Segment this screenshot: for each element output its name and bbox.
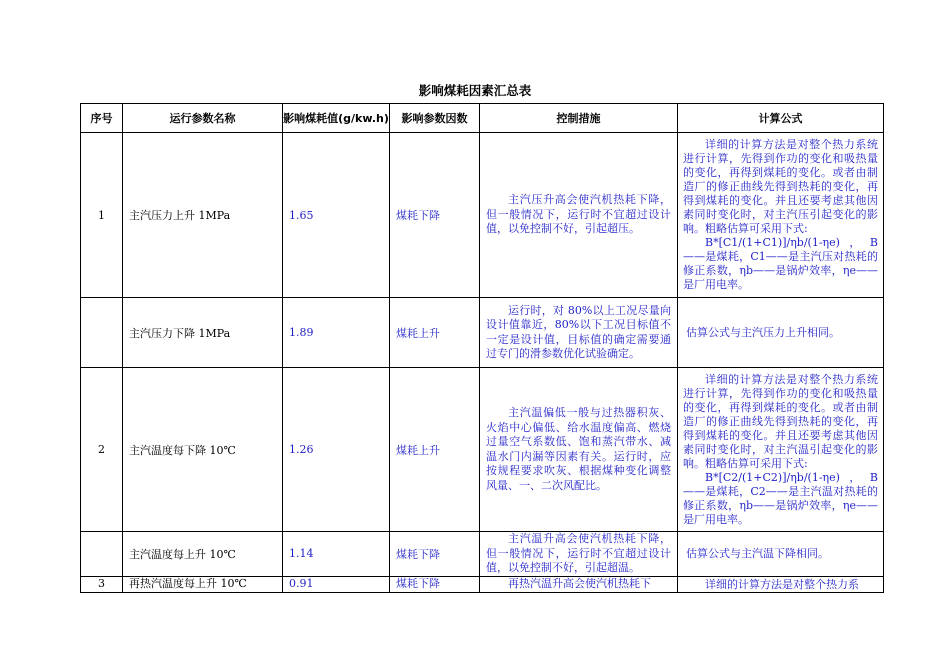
control-measures: 运行时，对 80%以上工况尽量向设计值靠近，80%以下工况目标值不一定是设计值，目标值的确定需要通过专门的滑参数优化试验确定。 xyxy=(480,298,678,368)
control-measures: 主汽温偏低一般与过热器积灰、火焰中心偏低、给水温度偏高、燃烧过量空气系数低、饱和蒸汽带水、减温水门内漏等因素有关。运行时，应按规程要求吹灰、根据煤种变化调整风量、一、二次风配比。 xyxy=(480,368,678,532)
impact-value: 1.14 xyxy=(283,532,390,577)
param-name: 主汽温度每下降 10℃ xyxy=(123,368,283,532)
row-number xyxy=(81,532,123,577)
impact-factor: 煤耗下降 xyxy=(390,133,480,298)
impact-value: 1.65 xyxy=(283,133,390,298)
table-row xyxy=(81,368,884,532)
param-name: 再热汽温度每上升 10℃ xyxy=(123,576,283,592)
impact-factor: 煤耗上升 xyxy=(390,298,480,368)
param-name: 主汽压力上升 1MPa xyxy=(123,133,283,298)
table-row xyxy=(81,576,884,592)
header-impact-factor: 影响参数因数 xyxy=(390,104,480,133)
table-row xyxy=(81,298,884,368)
formula-cell: 详细的计算方法是对整个热力系 xyxy=(678,576,884,592)
formula-cell: 估算公式与主汽压力上升相同。 xyxy=(678,298,884,368)
formula-description: 详细的计算方法是对整个热力系统进行计算，先得到作功的变化和吸热量的变化，再得到煤耗的变化。或者由制造厂的修正曲线先得到热耗的变化，再得到煤耗的变化。并且还要考虑其他因素同时变化时，对主汽温引起变化的影响。粗略估算可采用下式: xyxy=(683,372,878,470)
formula-expression: B*[C1/(1+C1)]/ηb/(1-ηe)，B——是煤耗，C1——是主汽压对热耗的修正系数，ηb——是锅炉效率，ηe——是厂用电率。 xyxy=(683,236,878,291)
header-formula: 计算公式 xyxy=(678,104,884,133)
formula-cell xyxy=(678,133,884,298)
impact-value: 1.89 xyxy=(283,298,390,368)
impact-factor: 煤耗上升 xyxy=(390,368,480,532)
control-measures: 再热汽温升高会使汽机热耗下 xyxy=(480,576,678,592)
header-control-measures: 控制措施 xyxy=(480,104,678,133)
impact-value: 1.26 xyxy=(283,368,390,532)
table-header-row xyxy=(81,104,884,133)
coal-consumption-table xyxy=(80,103,884,593)
formula-expression: B*[C2/(1+C2)]/ηb/(1-ηe)，B——是煤耗，C2——是主汽温对热耗的修正系数，ηb——是锅炉效率，ηe——是厂用电率。 xyxy=(683,470,878,526)
table-row xyxy=(81,133,884,298)
row-number xyxy=(81,298,123,368)
control-measures: 主汽压升高会使汽机热耗下降，但一般情况下，运行时不宜超过设计值，以免控制不好，引起超压。 xyxy=(480,133,678,298)
param-name: 主汽温度每上升 10℃ xyxy=(123,532,283,577)
table-row xyxy=(81,532,884,577)
formula-description: 详细的计算方法是对整个热力系统进行计算，先得到作功的变化和吸热量的变化，再得到煤耗的变化。或者由制造厂的修正曲线先得到热耗的变化，再得到煤耗的变化。并且还要考虑其他因素同时变化时，对主汽压引起变化的影响。粗略估算可采用下式: xyxy=(683,138,878,235)
param-name: 主汽压力下降 1MPa xyxy=(123,298,283,368)
header-seq: 序号 xyxy=(81,104,123,133)
row-number: 3 xyxy=(81,576,123,592)
formula-cell: 估算公式与主汽温下降相同。 xyxy=(678,532,884,577)
row-number: 1 xyxy=(81,133,123,298)
impact-value: 0.91 xyxy=(283,576,390,592)
formula-cell xyxy=(678,368,884,532)
table-title: 影响煤耗因素汇总表 xyxy=(418,83,532,98)
impact-factor: 煤耗下降 xyxy=(390,576,480,592)
header-param-name: 运行参数名称 xyxy=(123,104,283,133)
impact-factor: 煤耗下降 xyxy=(390,532,480,577)
control-measures: 主汽温升高会使汽机热耗下降，但一般情况下，运行时不宜超过设计值，以免控制不好，引起超温。 xyxy=(480,532,678,577)
header-impact-value: 影响煤耗值(g/kw.h) xyxy=(283,104,390,133)
row-number: 2 xyxy=(81,368,123,532)
